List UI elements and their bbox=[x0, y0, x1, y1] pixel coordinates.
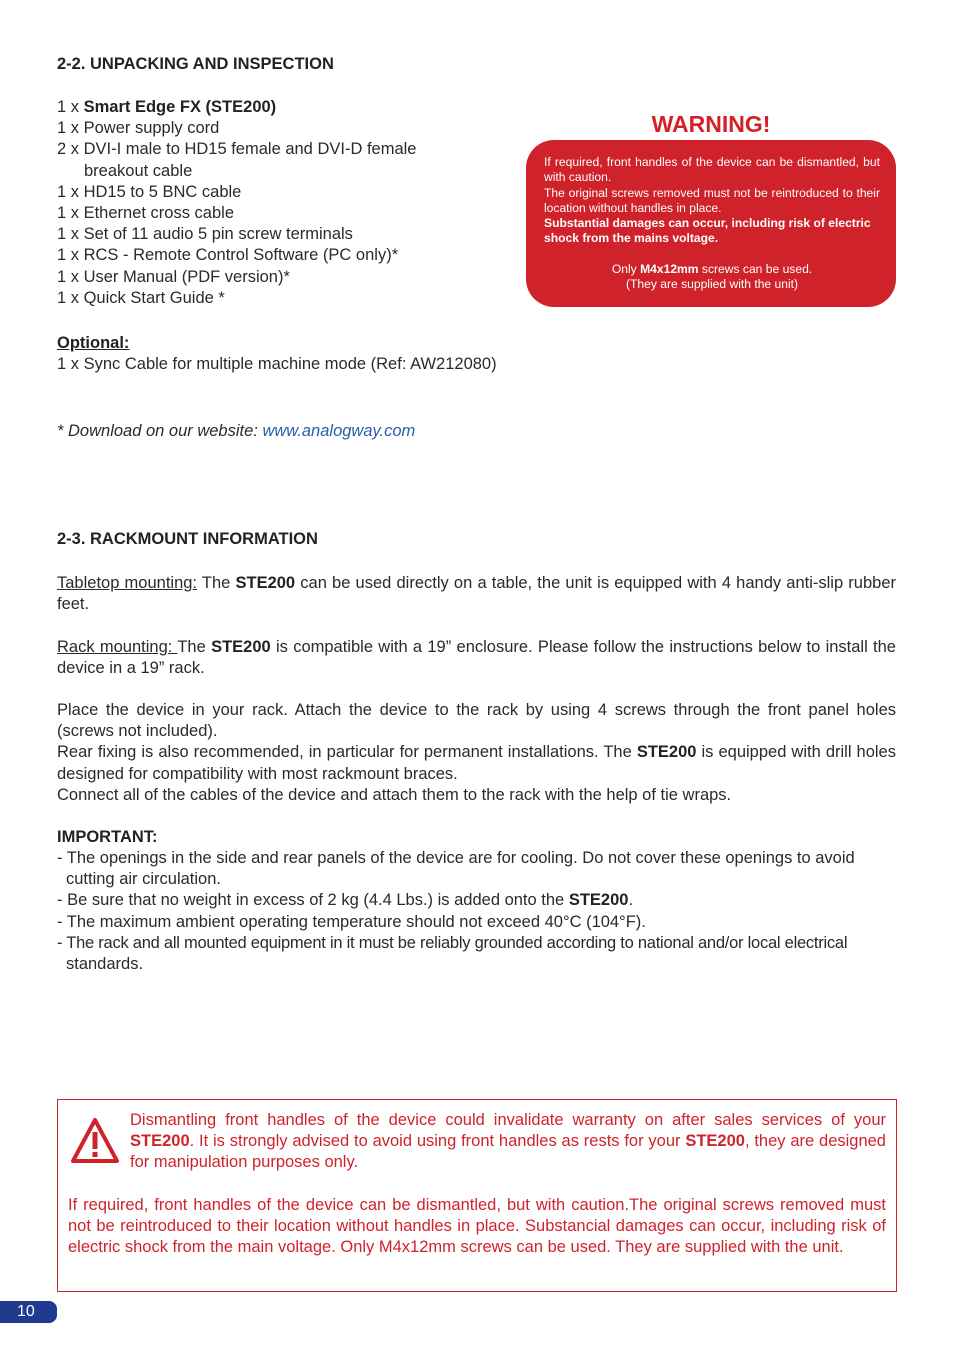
list-item: standards. bbox=[66, 955, 144, 974]
list-item: 1 x Set of 11 audio 5 pin screw terminals bbox=[57, 225, 353, 244]
download-note: * Download on our website: www.analogway.com bbox=[57, 422, 416, 440]
warning-supplied-note: (They are supplied with the unit) bbox=[625, 277, 799, 292]
list-item: - Be sure that no weight in excess of 2 kg (4.4 Lbs.) is added onto the STE200. bbox=[57, 891, 634, 910]
list-item: - The rack and all mounted equipment in it must be reliably grounded according to national and/or local electrical bbox=[57, 933, 848, 952]
list-item: 1 x Quick Start Guide * bbox=[57, 288, 225, 307]
optional-item: 1 x Sync Cable for multiple machine mode (Ref: AW212080) bbox=[57, 355, 497, 373]
package-contents-list bbox=[57, 97, 527, 309]
page-number: 10 bbox=[0, 1301, 57, 1323]
caution-paragraph-1: Dismantling front handles of the device could invalidate warranty on after sales services of your STE200. It is strongly advised to avoid using front handles as rests for your STE200, they are designed for manipulation purposes only. bbox=[130, 1111, 886, 1172]
website-link[interactable]: www.analogway.com bbox=[262, 422, 416, 440]
section-heading-unpacking: 2-2. UNPACKING AND INSPECTION bbox=[57, 55, 334, 73]
important-label: IMPORTANT: bbox=[57, 828, 158, 846]
warning-triangle-icon bbox=[70, 1117, 120, 1165]
list-item: - The maximum ambient operating temperature should not exceed 40°C (104°F). bbox=[57, 912, 646, 931]
list-item: 1 x Smart Edge FX (STE200) bbox=[57, 98, 277, 116]
warning-text: The original screws removed must not be reintroduced to their location without handles in place. bbox=[544, 185, 880, 215]
list-item: 2 x DVI-I male to HD15 female and DVI-D female bbox=[57, 140, 417, 159]
caution-paragraph-2: If required, front handles of the device can be dismantled, but with caution.The original screws removed must not be reintroduced to their location without handles in place. Substancial damages can occur, including risk of electric shock from the main voltage. Only M4x12mm screws can be used. They are supplied with the unit. bbox=[68, 1196, 886, 1257]
list-item: - The openings in the side and rear panels of the device are for cooling. Do not cover these openings to avoid bbox=[57, 849, 855, 867]
list-item: breakout cable bbox=[84, 161, 193, 180]
list-item: 1 x Ethernet cross cable bbox=[57, 204, 235, 223]
list-item: cutting air circulation. bbox=[66, 870, 221, 889]
optional-label: Optional: bbox=[57, 334, 130, 352]
list-item: 1 x User Manual (PDF version)* bbox=[57, 267, 290, 286]
placement-paragraph: Place the device in your rack. Attach the device to the rack by using 4 screws through the front panel holes (screws not included). Rear fixing is also recommended, in particular for permanent installations. The STE200 is equipped with drill holes designed for compatibility with most rackmount braces. Connect all of the cables of the device and attach them to the rack with the help of tie wraps. bbox=[57, 701, 896, 804]
tabletop-paragraph: Tabletop mounting: The STE200 can be used directly on a table, the unit is equipped with 4 handy anti-slip rubber feet. bbox=[57, 574, 896, 614]
warning-box bbox=[526, 140, 896, 307]
important-list bbox=[57, 848, 902, 975]
warning-text-bold: Substantial damages can occur, including risk of electric shock from the mains voltage. bbox=[544, 216, 871, 246]
warning-title: WARNING! bbox=[651, 111, 771, 137]
rack-paragraph: Rack mounting: The STE200 is compatible with a 19” enclosure. Please follow the instructions below to install the device in a 19” rack. bbox=[57, 638, 896, 678]
list-item: 1 x HD15 to 5 BNC cable bbox=[57, 182, 242, 201]
warning-screw-note: Only M4x12mm screws can be used. bbox=[611, 261, 813, 276]
warning-text: If required, front handles of the device can be dismantled, but with caution. bbox=[544, 155, 880, 185]
caution-box bbox=[57, 1099, 897, 1292]
list-item: 1 x RCS - Remote Control Software (PC only)* bbox=[57, 246, 399, 265]
list-item: 1 x Power supply cord bbox=[57, 119, 220, 138]
section-heading-rackmount: 2-3. RACKMOUNT INFORMATION bbox=[57, 530, 318, 548]
